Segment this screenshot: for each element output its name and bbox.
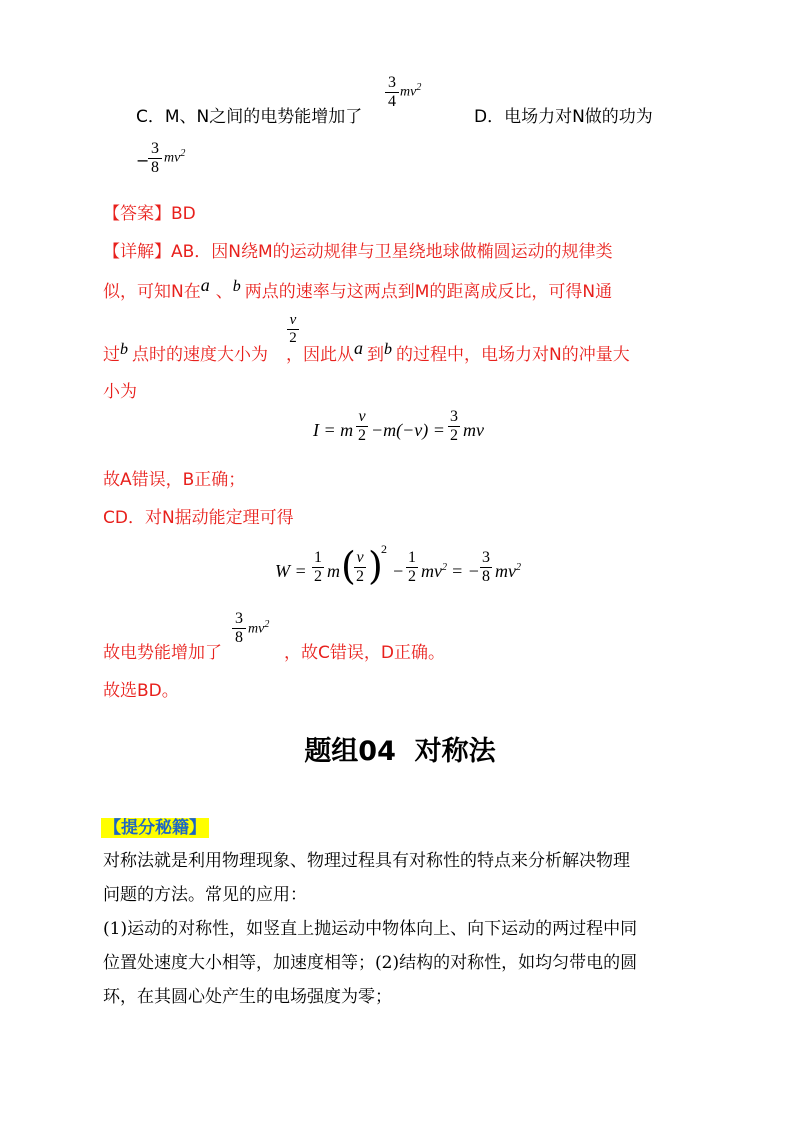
answer-label: 【答案】BD xyxy=(103,204,196,224)
eq1-tail: mv xyxy=(463,420,484,440)
tip-line-3: (1)运动的对称性，如竖直上抛运动中物体向上、向下运动的两过程中同 xyxy=(103,919,638,939)
detail-line-2: 似，可知N在a 、b 两点的速率与这两点到M的距离成反比，可得N通 xyxy=(103,275,613,302)
option-d-sign: − xyxy=(136,151,150,170)
var-b: b xyxy=(232,278,241,295)
detail-line-3: 过b 点时的速度大小为 ，因此从a 到b 的过程中，电场力对N的冲量大 xyxy=(103,338,630,365)
eq1-frac-2: 3 2 xyxy=(450,408,458,444)
detail-line-1: 【详解】AB．因N绕M的运动规律与卫星绕地球做椭圆运动的规律类 xyxy=(103,242,613,262)
eq2-paren-exp: 2 xyxy=(381,542,387,556)
cd-line: CD．对N据动能定理可得 xyxy=(103,508,294,528)
option-d: D．电场力对N做的功为 xyxy=(474,107,653,127)
conclusion-cd-tail: ，故C错误，D正确。 xyxy=(284,643,445,663)
eq1-lhs: I = m xyxy=(313,420,354,440)
eq2-tail: $mv^2$ xyxy=(495,561,521,581)
section-title: 题组04 对称法 xyxy=(304,736,496,767)
conclusion-fraction: 3 8 xyxy=(232,610,246,647)
eq2-left-paren: ( xyxy=(341,544,356,588)
option-c-fraction: 3 4 xyxy=(385,74,399,111)
option-d-mv2: $mv^2$ xyxy=(164,148,186,166)
detail-line-4: 小为 xyxy=(103,382,137,402)
conclusion-ab: 故A错误，B正确； xyxy=(103,470,246,490)
option-d-fraction: 3 8 xyxy=(148,140,162,177)
eq1-mid: −m(−v) = xyxy=(371,420,445,440)
eq2-minus: − xyxy=(392,561,405,581)
eq2-frac-3: 3 8 xyxy=(482,549,490,585)
eq2-frac-2: 1 2 xyxy=(408,549,416,585)
tip-line-2: 问题的方法。常见的应用： xyxy=(103,885,307,905)
var-a: a xyxy=(200,275,210,295)
conclusion-cd: 故电势能增加了 xyxy=(103,643,222,663)
option-c: C．M、N之间的电势能增加了 xyxy=(136,107,363,127)
option-c-mv2: $mv^2$ xyxy=(400,82,422,100)
tip-label: 【提分秘籍】 xyxy=(101,816,209,840)
eq1-frac-1: v 2 xyxy=(358,408,366,444)
eq2-lhs: W = xyxy=(275,561,307,581)
v-over-2-fraction: v 2 xyxy=(287,312,299,347)
tip-line-4: 位置处速度大小相等，加速度相等；(2)结构的对称性，如均匀带电的圆 xyxy=(103,953,638,973)
tip-line-1: 对称法就是利用物理现象、物理过程具有对称性的特点来分析解决物理 xyxy=(103,851,630,871)
eq2-mid: $mv^2$ xyxy=(421,561,447,581)
tip-line-5: 环，在其圆心处产生的电场强度为零； xyxy=(103,987,392,1007)
eq2-right-paren: ) xyxy=(368,544,383,588)
eq2-m: m xyxy=(327,561,340,581)
final-choice: 故选BD。 xyxy=(103,681,179,701)
eq2-paren-frac: v 2 xyxy=(356,549,364,585)
conclusion-mv2: $mv^2$ xyxy=(248,619,270,637)
eq2-equals: = − xyxy=(451,561,480,581)
eq2-frac-1: 1 2 xyxy=(314,549,322,585)
